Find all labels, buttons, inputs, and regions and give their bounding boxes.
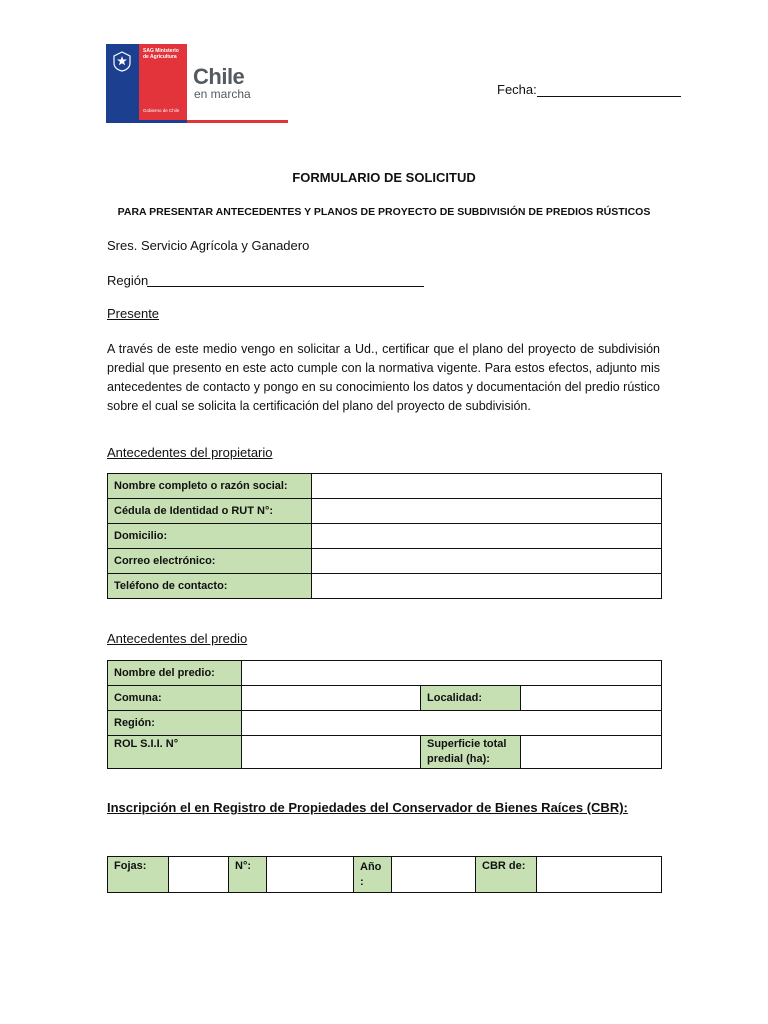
comuna-label: Comuna: — [108, 686, 242, 711]
table-row — [108, 711, 662, 736]
owner-email-label: Correo electrónico: — [108, 549, 312, 574]
numero-label: N°: — [229, 857, 267, 893]
predio-region-label: Región: — [108, 711, 242, 736]
logo-gobierno-text: Gobierno de Chile — [143, 108, 180, 113]
table-row — [108, 499, 662, 524]
property-section-heading: Antecedentes del predio — [107, 631, 248, 646]
presente-heading: Presente — [107, 306, 160, 321]
owner-name-label: Nombre completo o razón social: — [108, 474, 312, 499]
coat-of-arms-icon — [110, 50, 134, 72]
logo-seal-text: SAG Ministerio de Agricultura — [143, 48, 179, 60]
body-paragraph: A través de este medio vengo en solicitar a Ud., certificar que el plano del proyecto de subdivisión predial que presento en este acto cumple con la normativa vigente. Para estos efectos, adjunto mis antecedentes de contacto y pongo en su conocimiento los datos y documentación del predio rústico sobre el cual se solicita la certificación del plano del proyecto de subdivisión. — [107, 342, 660, 413]
logo-underline-blue — [106, 120, 187, 123]
cbr-de-field[interactable] — [537, 857, 662, 893]
predio-region-field[interactable] — [242, 711, 662, 736]
owner-address-field[interactable] — [312, 524, 662, 549]
addressee: Sres. Servicio Agrícola y Ganadero — [107, 238, 310, 253]
table-row — [108, 736, 662, 769]
fojas-label: Fojas: — [108, 857, 169, 893]
owner-name-field[interactable] — [312, 474, 662, 499]
logo-marcha-text: en marcha — [194, 87, 251, 101]
logo-underline-red — [187, 120, 288, 123]
table-row — [108, 474, 662, 499]
table-row — [108, 686, 662, 711]
table-row — [108, 661, 662, 686]
owner-address-label: Domicilio: — [108, 524, 312, 549]
owner-rut-label: Cédula de Identidad o RUT N°: — [108, 499, 312, 524]
superficie-label: Superficie total predial (ha): — [421, 736, 521, 769]
form-subtitle: PARA PRESENTAR ANTECEDENTES Y PLANOS DE PROYECTO DE SUBDIVISIÓN DE PREDIOS RÚSTICOS — [117, 206, 651, 218]
numero-field[interactable] — [267, 857, 354, 893]
fojas-field[interactable] — [169, 857, 229, 893]
cbr-de-label: CBR de: — [476, 857, 537, 893]
chile-en-marcha-logo — [106, 44, 288, 124]
localidad-field[interactable] — [521, 686, 662, 711]
table-row — [108, 574, 662, 599]
owner-phone-field[interactable] — [312, 574, 662, 599]
predio-name-field[interactable] — [242, 661, 662, 686]
rol-label: ROL S.I.I. N° — [108, 736, 242, 769]
anio-field[interactable] — [392, 857, 476, 893]
table-row — [108, 549, 662, 574]
owner-table — [107, 473, 662, 599]
fecha-field[interactable] — [537, 96, 681, 97]
comuna-field[interactable] — [242, 686, 421, 711]
fecha-label: Fecha: — [497, 82, 537, 97]
region-label: Región — [107, 273, 149, 288]
owner-section-heading: Antecedentes del propietario — [107, 445, 273, 460]
table-row — [108, 857, 662, 893]
region-field[interactable] — [147, 286, 424, 287]
superficie-field[interactable] — [521, 736, 662, 769]
owner-email-field[interactable] — [312, 549, 662, 574]
property-table — [107, 660, 662, 769]
owner-phone-label: Teléfono de contacto: — [108, 574, 312, 599]
cbr-section-heading: Inscripción el en Registro de Propiedades del Conservador de Bienes Raíces (CBR): — [107, 800, 628, 815]
table-row — [108, 524, 662, 549]
rol-field[interactable] — [242, 736, 421, 769]
logo-chile-text: Chile — [193, 64, 245, 89]
cbr-table — [107, 856, 662, 893]
localidad-label: Localidad: — [421, 686, 521, 711]
predio-name-label: Nombre del predio: — [108, 661, 242, 686]
form-title: FORMULARIO DE SOLICITUD — [292, 170, 476, 185]
owner-rut-field[interactable] — [312, 499, 662, 524]
anio-label: Año : — [354, 857, 392, 893]
